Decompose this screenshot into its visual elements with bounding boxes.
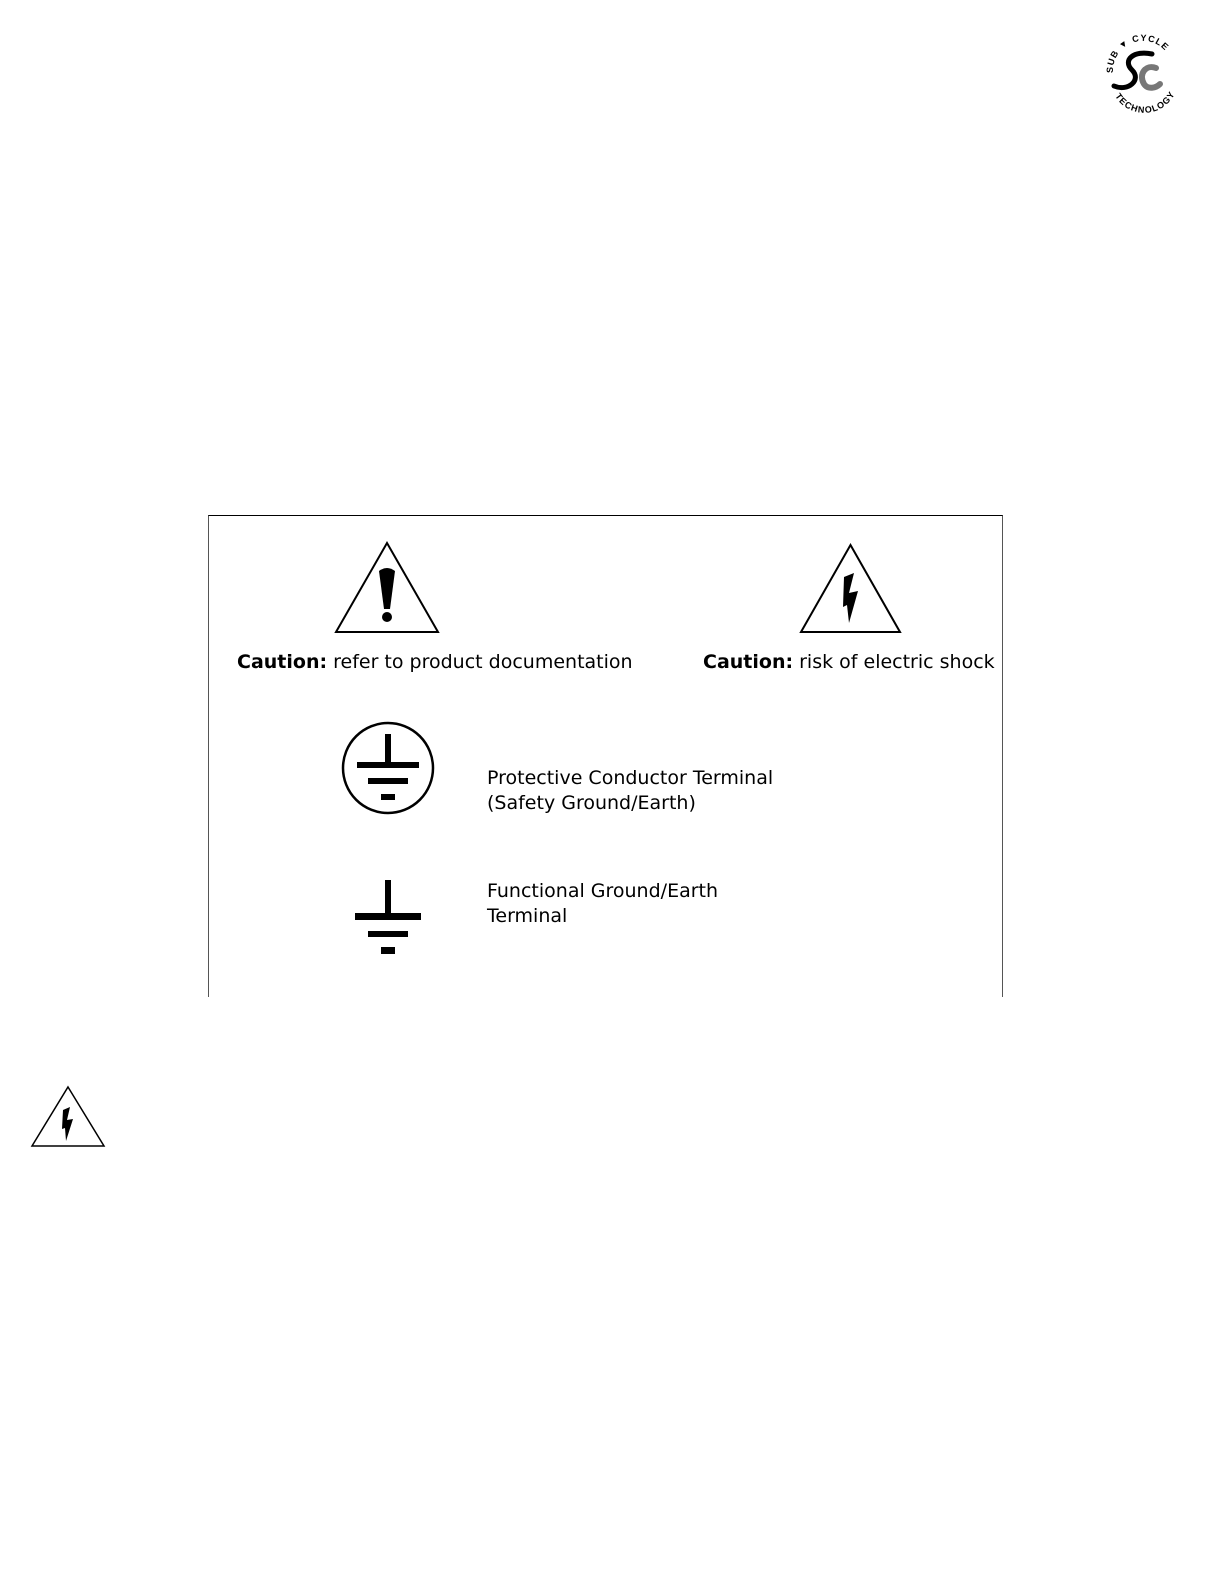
logo-top-text: SUB ▼ CYCLE bbox=[1104, 32, 1172, 74]
logo-bottom-text: TECHNOLOGY bbox=[1113, 89, 1177, 116]
lightning-triangle-icon bbox=[799, 543, 902, 634]
protective-ground-description: Protective Conductor Terminal (Safety Ground/Earth) bbox=[487, 767, 774, 814]
caution-documentation-label: Caution: refer to product documentation bbox=[237, 651, 633, 673]
functional-ground-description: Functional Ground/Earth Terminal bbox=[487, 880, 719, 927]
caution-shock-label: Caution: risk of electric shock bbox=[703, 651, 995, 673]
lightning-triangle-icon bbox=[30, 1085, 106, 1148]
svg-text:TECHNOLOGY bbox=[1113, 89, 1177, 115]
functional-earth-icon bbox=[354, 880, 422, 956]
protective-earth-icon bbox=[340, 720, 436, 816]
exclamation-triangle-icon bbox=[334, 541, 440, 634]
company-logo bbox=[1098, 30, 1188, 116]
